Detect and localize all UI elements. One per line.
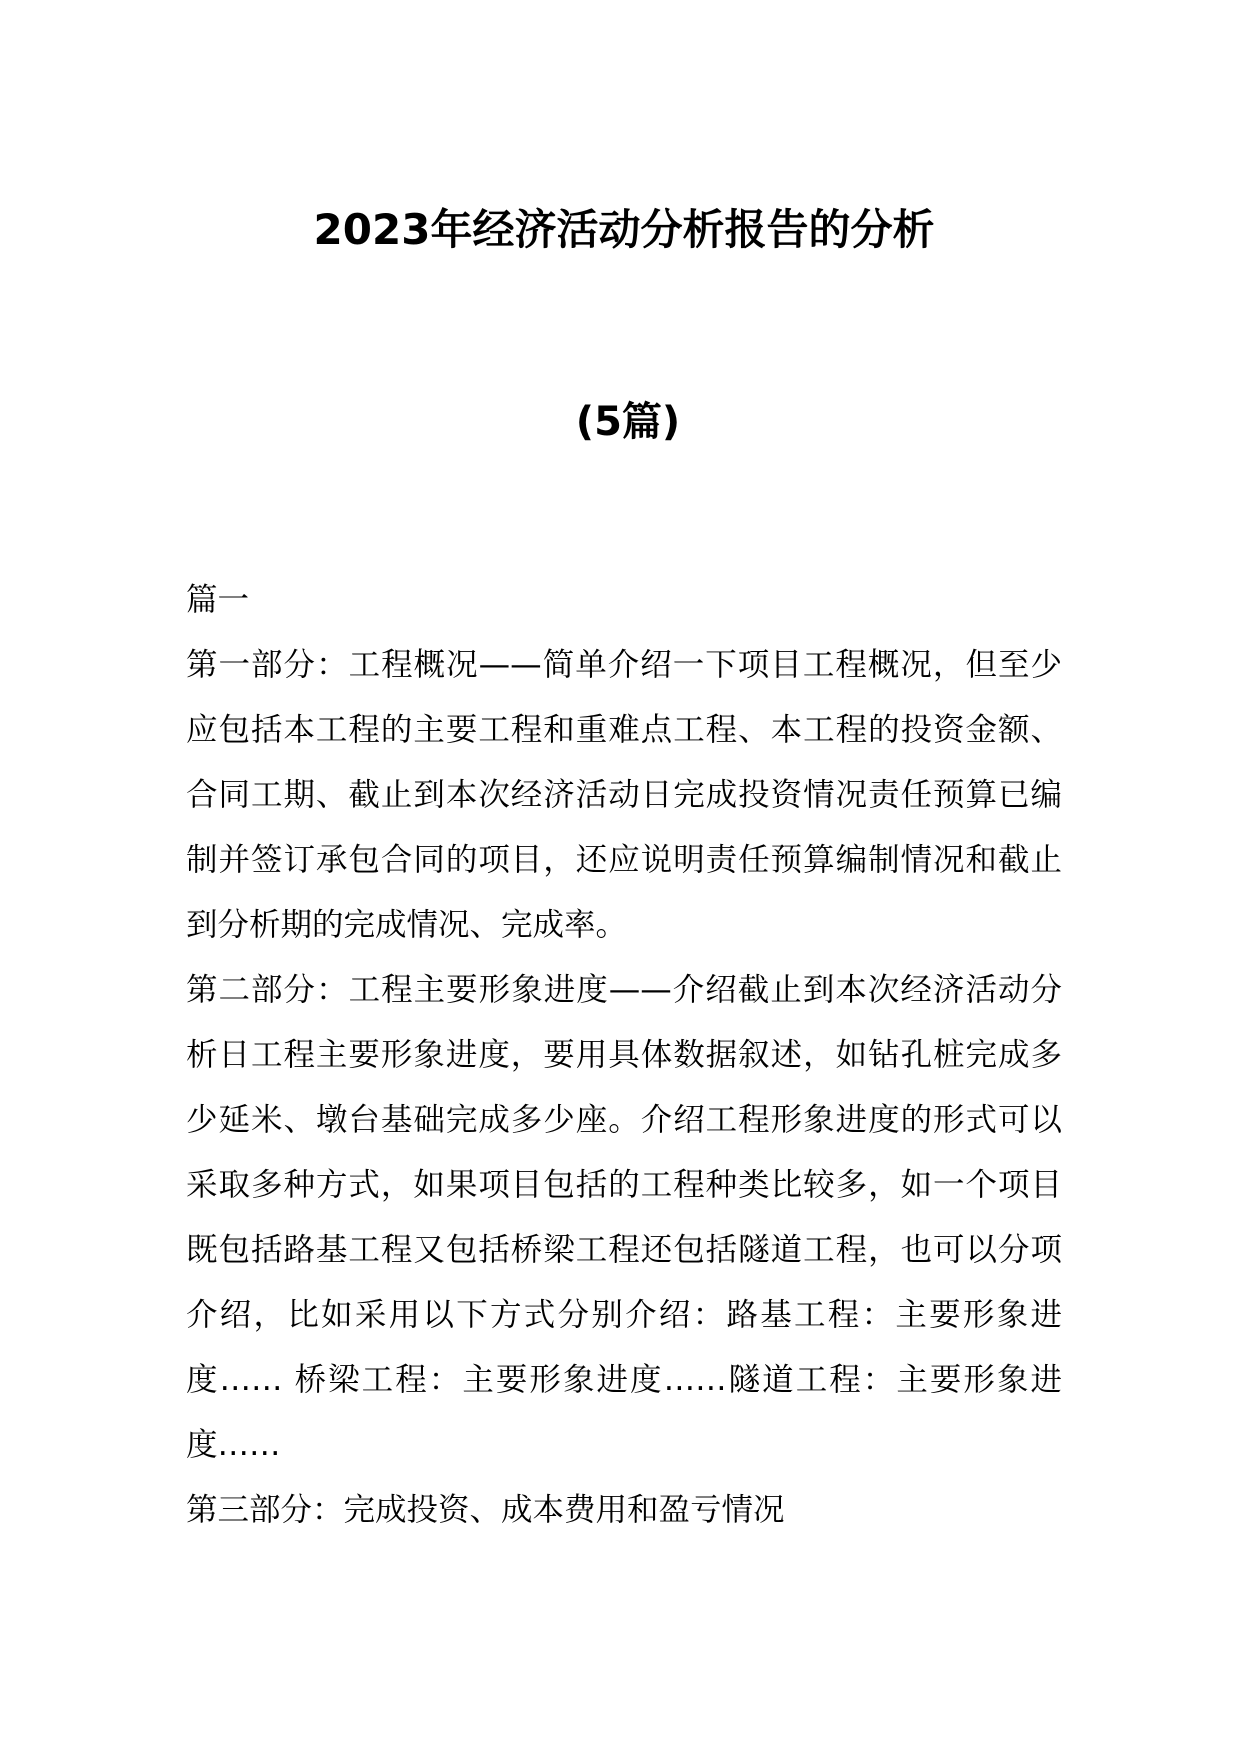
paragraph-part-two: 第二部分：工程主要形象进度——介绍截止到本次经济活动分析日工程主要形象进度，要用具体数据叙述，如钻孔桩完成多少延米、墩台基础完成多少座。介绍工程形象进度的形式可以采取多种方式，如果项目包括的工程种类比较多，如一个项目既包括路基工程又包括桥梁工程还包括隧道工程，也可以分项介绍，比如采用以下方式分别介绍：路基工程：主要形象进度…… 桥梁工程：主要形象进度……隧道工程：主要形象进度……	[186, 972, 1062, 1463]
document-body	[186, 568, 1062, 1543]
paragraph-part-one: 第一部分：工程概况——简单介绍一下项目工程概况，但至少应包括本工程的主要工程和重难点工程、本工程的投资金额、合同工期、截止到本次经济活动日完成投资情况责任预算已编制并签订承包合同的项目，还应说明责任预算编制情况和截止到分析期的完成情况、完成率。	[186, 647, 1062, 943]
document-title: 2023年经济活动分析报告的分析	[313, 205, 935, 254]
document-subtitle: (5篇)	[575, 399, 681, 445]
paragraph-part-three: 第三部分：完成投资、成本费用和盈亏情况	[186, 1492, 785, 1528]
section-label: 篇一	[186, 582, 250, 618]
